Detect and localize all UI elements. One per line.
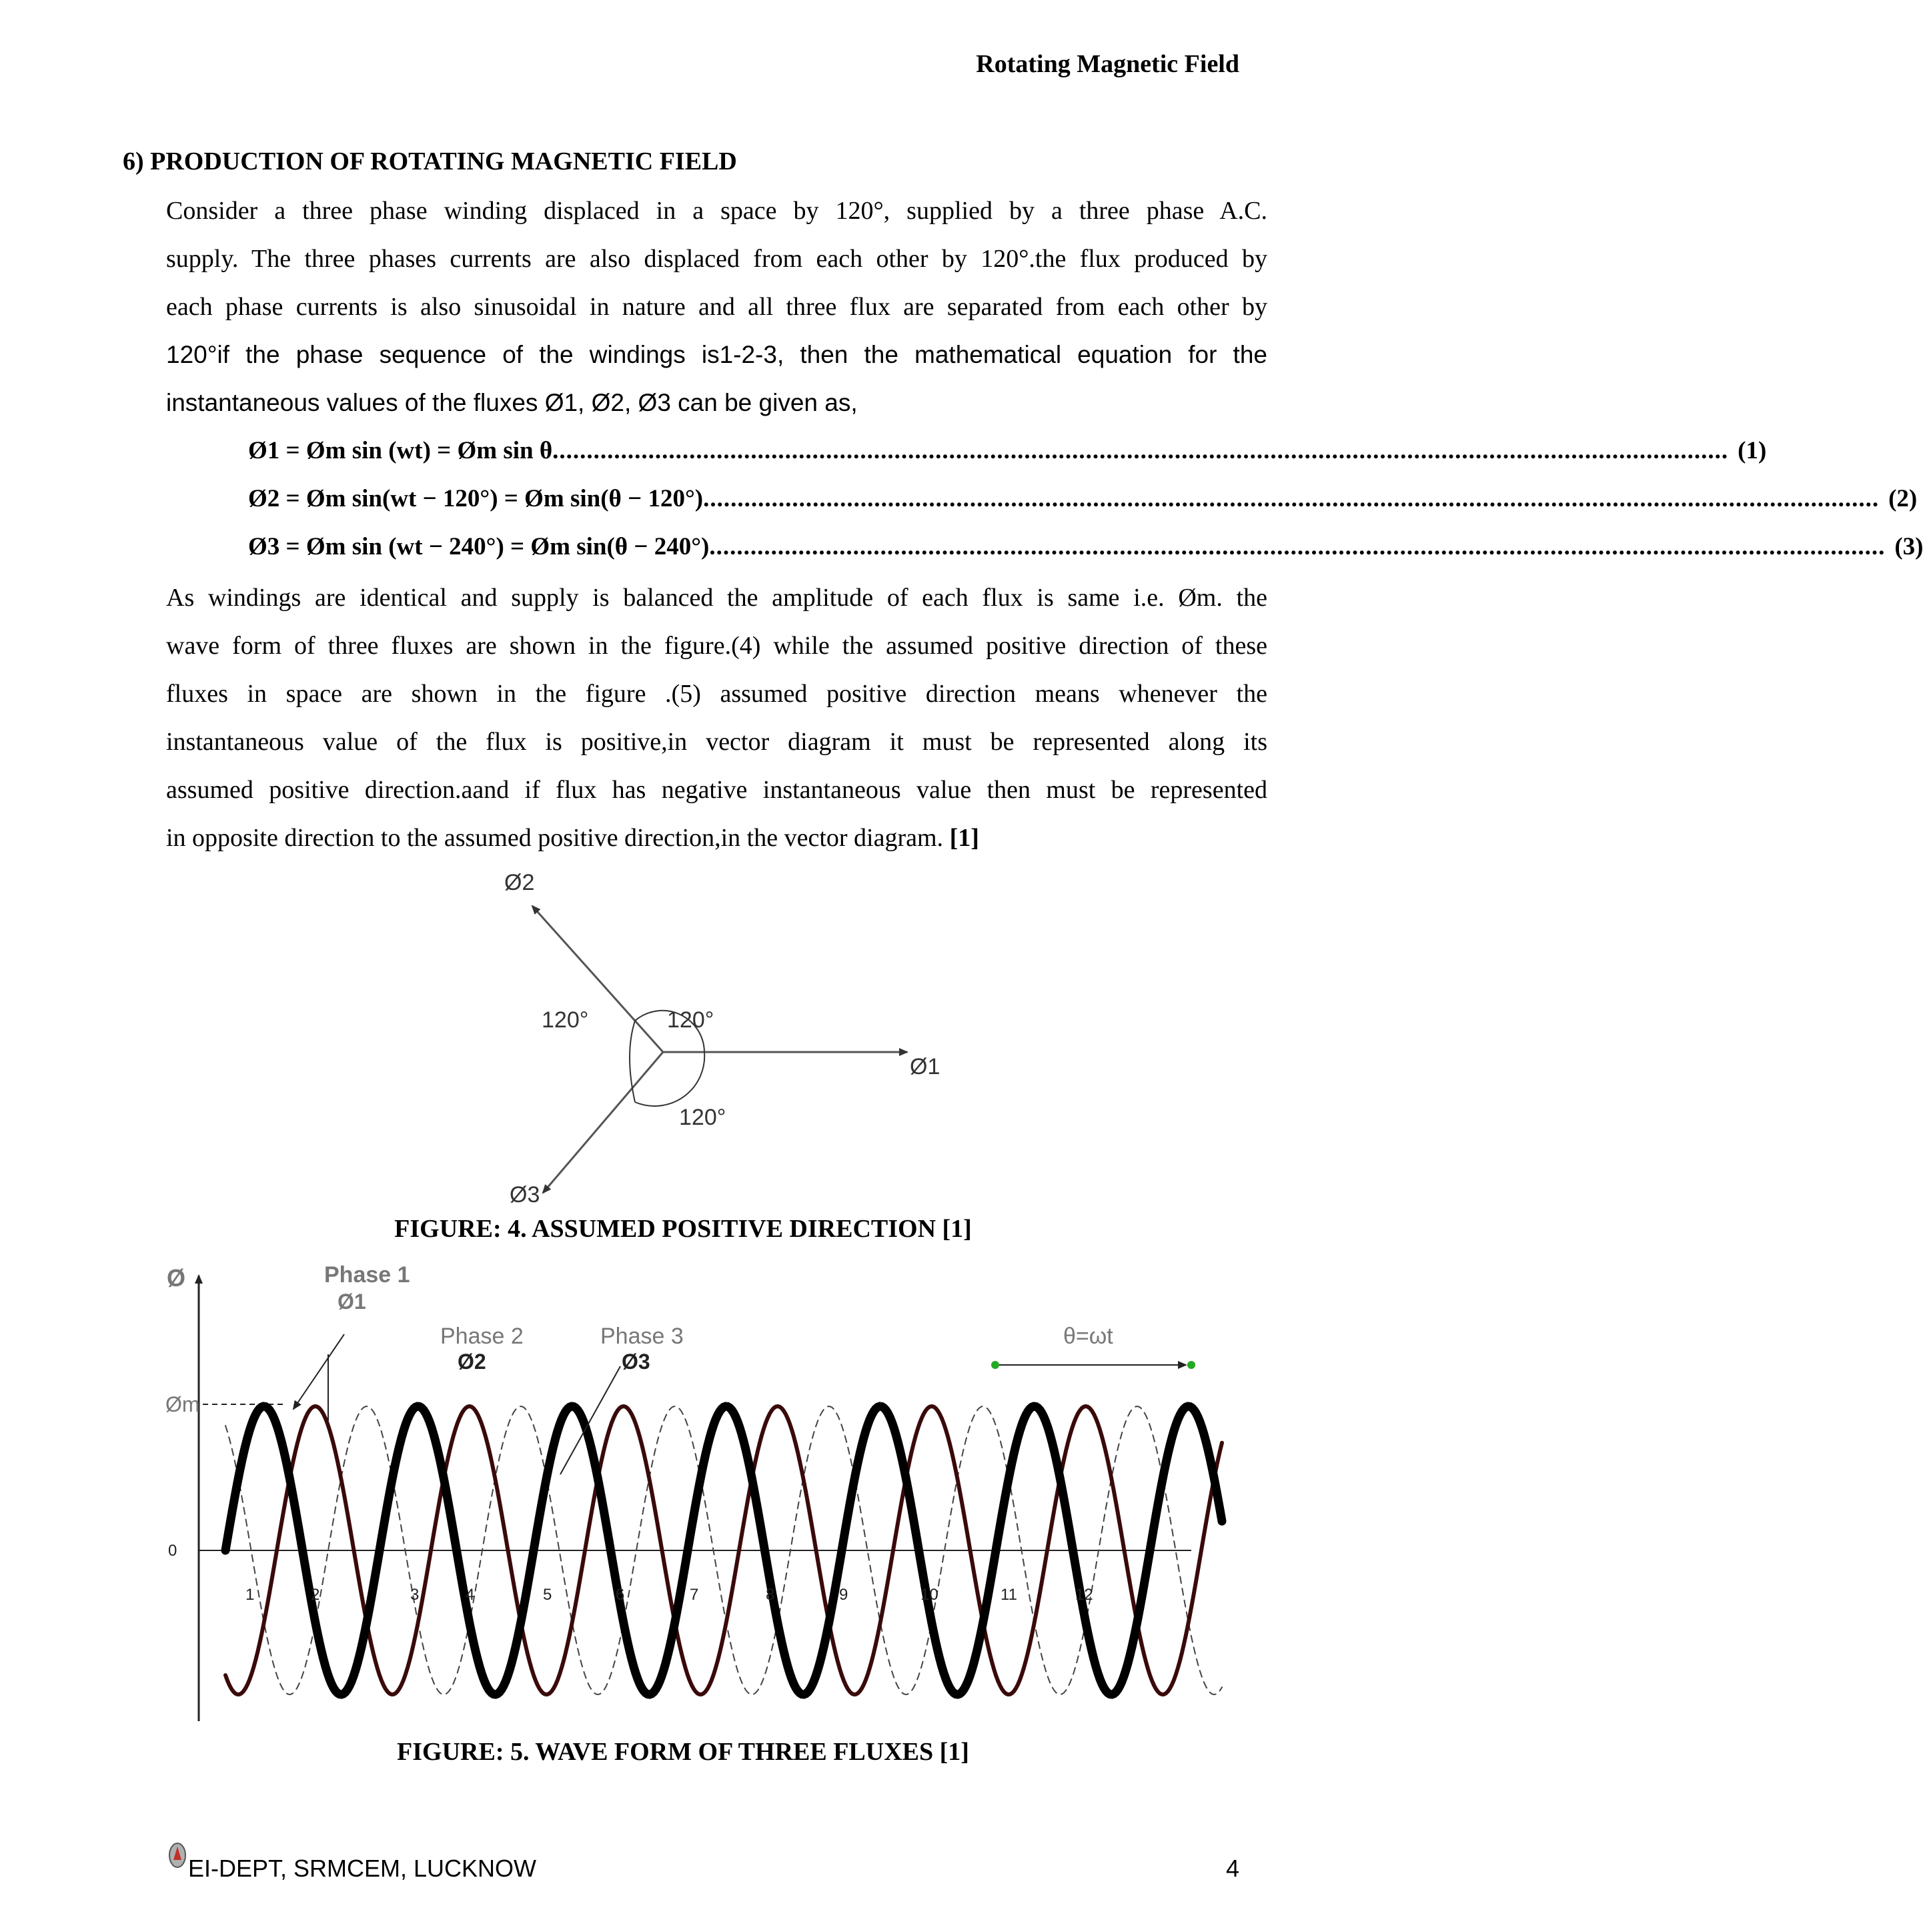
x-tick-label: 1	[245, 1586, 255, 1604]
page-number: 4	[1225, 1855, 1239, 1882]
footer-text: EI-DEPT, SRMCEM, LUCKNOW	[188, 1855, 537, 1882]
section-heading: 6) PRODUCTION OF ROTATING MAGNETIC FIELD	[123, 147, 737, 175]
x-tick-label: 2	[311, 1586, 320, 1604]
paragraph-line: assumed positive direction.aand if flux has negative instantaneous value then must be represented	[166, 776, 1267, 804]
phi3-label: Ø3	[510, 1182, 540, 1208]
y-axis-label: Ø	[167, 1264, 186, 1292]
phase1-symbol: Ø1	[338, 1290, 366, 1314]
paragraph-line: instantaneous value of the flux is positive,in vector diagram it must be represented along its	[166, 728, 1267, 756]
x-tick-label: 5	[543, 1586, 552, 1604]
phase2-symbol: Ø2	[458, 1350, 486, 1374]
x-tick-label: 7	[690, 1586, 699, 1604]
x-tick-label: 11	[1001, 1586, 1017, 1604]
angle-label: 120°	[679, 1105, 726, 1130]
equation-1-number: (1)	[1738, 437, 1767, 464]
equation-2-number: (2)	[1888, 485, 1918, 512]
phase3-title: Phase 3	[600, 1324, 684, 1349]
paragraph-line: fluxes in space are shown in the figure .(5) assumed positive direction means whenever the	[166, 680, 1267, 708]
equation-3-number: (3)	[1894, 533, 1923, 560]
paragraph-line	[166, 822, 1267, 854]
paragraph-text: in opposite direction to the assumed positive direction,in the vector diagram.	[166, 824, 944, 852]
x-tick-label: 4	[466, 1586, 475, 1604]
figure-4-caption: FIGURE: 4. ASSUMED POSITIVE DIRECTION [1]	[394, 1215, 972, 1243]
running-header: Rotating Magnetic Field	[976, 50, 1239, 78]
paragraph-line: Consider a three phase winding displaced in a space by 120°, supplied by a three phase A.C.	[166, 197, 1267, 225]
equation-3	[248, 532, 1923, 561]
x-tick-label: 9	[839, 1586, 848, 1604]
figure-5-caption: FIGURE: 5. WAVE FORM OF THREE FLUXES [1]	[397, 1738, 969, 1766]
phase2-title: Phase 2	[440, 1324, 524, 1349]
leader-dots: ............................................................................................................................................................................	[709, 533, 1886, 560]
leader-dots: ............................................................................................................................................................................	[703, 485, 1880, 512]
paragraph-line: instantaneous values of the fluxes Ø1, Ø2, Ø3 can be given as,	[166, 389, 858, 416]
paragraph-line: 120°if the phase sequence of the windings is1-2-3, then the mathematical equation for the	[166, 341, 1267, 368]
equation-2	[248, 484, 1918, 513]
angle-label: 120°	[667, 1007, 714, 1033]
paragraph-line: wave form of three fluxes are shown in the figure.(4) while the assumed positive direction of these	[166, 632, 1267, 660]
phase1-title: Phase 1	[324, 1262, 410, 1288]
x-tick-label: 12	[1075, 1586, 1093, 1604]
theta-label: θ=ωt	[1063, 1324, 1113, 1349]
x-tick-label: 8	[766, 1586, 775, 1604]
waveform-chart	[160, 1254, 1227, 1735]
leader-dots: ............................................................................................................................................................................	[552, 437, 1729, 464]
theta-arrow-start-dot	[991, 1361, 999, 1369]
paragraph-line: As windings are identical and supply is balanced the amplitude of each flux is same i.e. Øm. the	[166, 584, 1267, 612]
phase1-pointer	[293, 1334, 344, 1409]
x-tick-label: 6	[616, 1586, 625, 1604]
phasor-diagram	[467, 861, 974, 1221]
angle-arc-3-1	[635, 1052, 704, 1106]
phi3-vector	[543, 1052, 663, 1193]
equation-1-expr: Ø1 = Øm sin (wt) = Øm sin θ	[248, 437, 553, 464]
phase3-symbol: Ø3	[622, 1350, 650, 1374]
zero-label: 0	[168, 1542, 177, 1560]
paragraph-line: each phase currents is also sinusoidal in nature and all three flux are separated from each other by	[166, 293, 1267, 321]
theta-arrow-end-dot	[1187, 1361, 1195, 1369]
equation-1	[248, 436, 1767, 465]
paragraph-line: supply. The three phases currents are also displaced from each other by 120°.the flux produced by	[166, 245, 1267, 273]
peak-label: Øm	[165, 1392, 200, 1416]
equation-2-expr: Ø2 = Øm sin(wt − 120°) = Øm sin(θ − 120°)	[248, 485, 704, 512]
equation-3-expr: Ø3 = Øm sin (wt − 240°) = Øm sin(θ − 240°)	[248, 533, 710, 560]
phi1-label: Ø1	[910, 1054, 940, 1079]
college-logo-icon	[168, 1841, 187, 1869]
phi2-label: Ø2	[504, 870, 535, 895]
x-tick-label: 3	[410, 1586, 420, 1604]
citation: [1]	[949, 824, 979, 852]
x-tick-label: 10	[920, 1586, 938, 1604]
angle-label: 120°	[542, 1007, 589, 1033]
